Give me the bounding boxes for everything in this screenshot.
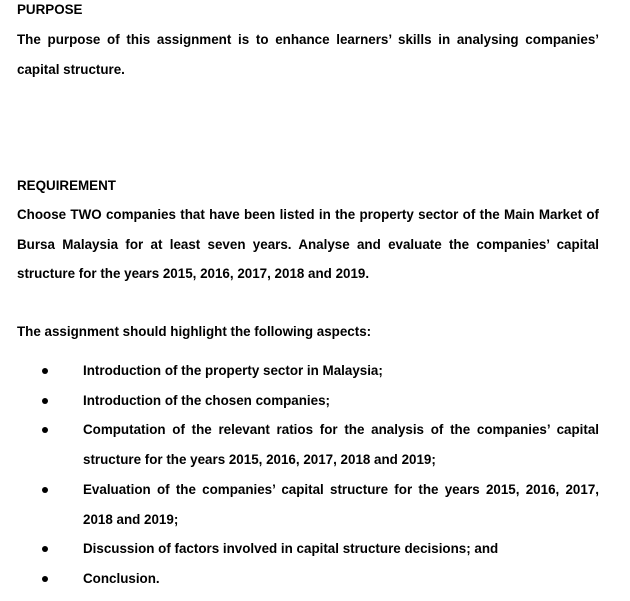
list-item-text: Computation of the relevant ratios for the analysis of the companies’ capital structure for the years 2015, 2016, 2017, 2018 and 2019;: [83, 422, 599, 468]
list-item-text: Evaluation of the companies’ capital structure for the years 2015, 2016, 2017, 2018 and 2019;: [83, 481, 599, 527]
list-item-text: Introduction of the chosen companies;: [83, 392, 330, 408]
list-item: [17, 386, 599, 416]
bullet-icon: [42, 576, 48, 582]
list-item-text: Conclusion.: [83, 570, 160, 586]
list-item: [17, 356, 599, 386]
requirement-heading: REQUIREMENT: [17, 178, 116, 193]
aspects-intro: The assignment should highlight the following aspects:: [17, 324, 372, 339]
list-item: [17, 415, 599, 474]
list-item: [17, 534, 599, 564]
bullet-icon: [42, 546, 48, 552]
list-item: [17, 475, 599, 534]
bullet-icon: [42, 368, 48, 374]
aspects-list: [17, 356, 599, 594]
purpose-text: The purpose of this assignment is to enhance learners’ skills in analysing companies’ capital structure.: [17, 32, 599, 77]
purpose-heading: PURPOSE: [17, 2, 83, 17]
list-item-text: Introduction of the property sector in Malaysia;: [83, 363, 383, 378]
bullet-icon: [42, 398, 48, 404]
requirement-text: Choose TWO companies that have been listed in the property sector of the Main Market of Bursa Malaysia for at least seven years. Analyse and evaluate the companies’ capital structure for the years 2015, 2016, 2017, 2018 and 2019.: [17, 207, 599, 281]
bullet-icon: [42, 427, 48, 433]
list-item-text: Discussion of factors involved in capital structure decisions; and: [83, 541, 499, 557]
bullet-icon: [42, 487, 48, 493]
list-item: [17, 564, 599, 594]
